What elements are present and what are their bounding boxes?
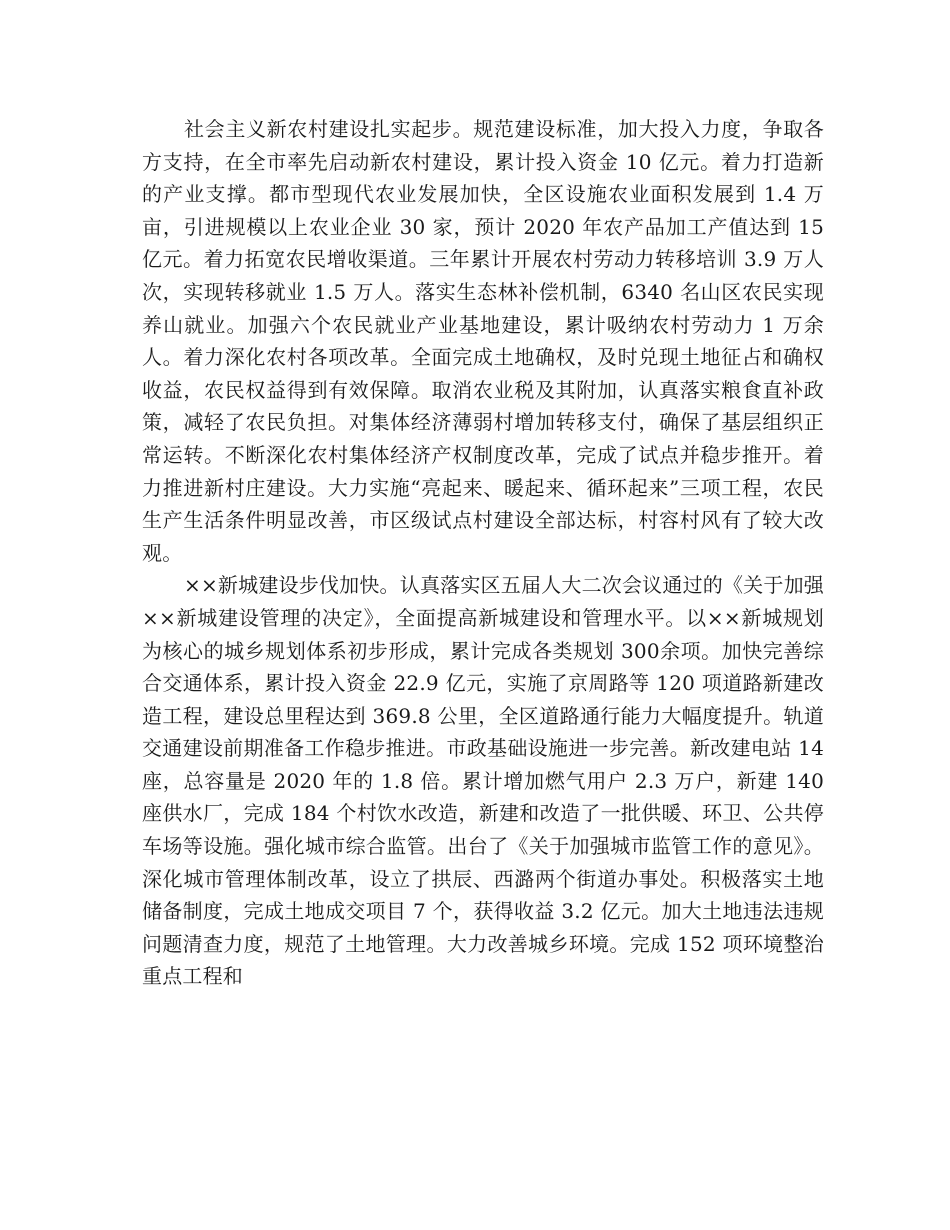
paragraph-rural-construction: 社会主义新农村建设扎实起步。规范建设标准，加大投入力度，争取各方支持，在全市率先启动新农村建设，累计投入资金 10 亿元。着力打造新的产业支撑。都市型现代农业发展加快，全区设施农业面积发展到 1.4 万亩，引进规模以上农业企业 30 家，预计 2020 年农产品加工产值达到 15 亿元。着力拓宽农民增收渠道。三年累计开展农村劳动力转移培训 3.9 万人次，实现转移就业 1.5 万人。落实生态林补偿机制，6340 名山区农民实现养山就业。加强六个农民就业产业基地建设，累计吸纳农村劳动力 1 万余人。着力深化农村各项改革。全面完成土地确权，及时兑现土地征占和确权收益，农民权益得到有效保障。取消农业税及其附加，认真落实粮食直补政策，减轻了农民负担。对集体经济薄弱村增加转移支付，确保了基层组织正常运转。不断深化农村集体经济产权制度改革，完成了试点并稳步推开。着力推进新村庄建设。大力实施“亮起来、暖起来、循环起来”三项工程，农民生产生活条件明显改善，市区级试点村建设全部达标，村容村风有了较大改观。 bbox=[142, 117, 824, 565]
paragraph-new-city-construction: ××新城建设步伐加快。认真落实区五届人大二次会议通过的《关于加强××新城建设管理的决定》，全面提高新城建设和管理水平。以××新城规划为核心的城乡规划体系初步形成，累计完成各类规划 300余项。加快完善综合交通体系，累计投入资金 22.9 亿元，实施了京周路等 120 项道路新建改造工程，建设总里程达到 369.8 公里，全区道路通行能力大幅度提升。轨道交通建设前期准备工作稳步推进。市政基础设施进一步完善。新改建电站 14 座，总容量是 2020 年的 1.8 倍。累计增加燃气用户 2.3 万户，新建 140 座供水厂，完成 184 个村饮水改造，新建和改造了一批供暖、环卫、公共停车场等设施。强化城市综合监管。出台了《关于加强城市监管工作的意见》。深化城市管理体制改革，设立了拱辰、西潞两个街道办事处。积极落实土地储备制度，完成土地成交项目 7 个，获得收益 3.2 亿元。加大土地违法违规问题清查力度，规范了土地管理。大力改善城乡环境。完成 152 项环境整治重点工程和 bbox=[142, 573, 824, 989]
document-page bbox=[142, 113, 824, 993]
